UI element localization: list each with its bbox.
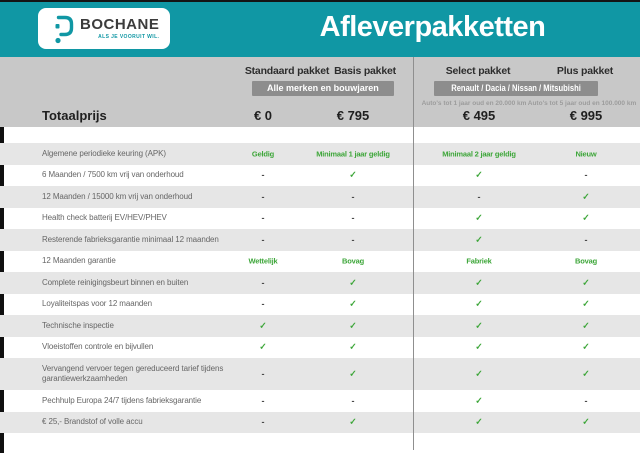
table-row — [0, 251, 640, 273]
standaard-value: Wettelijk — [248, 256, 278, 266]
select-value: ✓ — [475, 416, 483, 427]
standaard-value: - — [261, 234, 265, 245]
plus-age-note: Auto's tot 5 jaar oud en 100.000 km — [527, 100, 637, 107]
table-row — [0, 315, 640, 337]
feature-label: 12 Maanden / 15000 km vrij van onderhoud — [42, 191, 193, 201]
logo-tagline: ALS JE VOORUIT WIL. — [98, 34, 160, 40]
total-price-standaard: € 0 — [253, 108, 273, 123]
page-title: Afleverpakketten — [319, 11, 546, 43]
basis-value: - — [351, 191, 355, 202]
package-name-select: Select pakket — [445, 65, 511, 77]
total-price-select: € 495 — [462, 108, 496, 123]
feature-label: Algemene periodieke keuring (APK) — [42, 148, 166, 158]
total-price-basis: € 795 — [336, 108, 370, 123]
brands-badge-renault-group-text: Renault / Dacia / Nissan / Mitsubishi — [451, 83, 581, 94]
plus-value: ✓ — [582, 277, 590, 288]
plus-value: ✓ — [582, 191, 590, 202]
table-row — [0, 229, 640, 251]
page-top-border — [0, 0, 640, 2]
plus-value: Nieuw — [575, 149, 597, 159]
plus-value: - — [584, 395, 588, 406]
packages-header — [0, 57, 640, 127]
standaard-value: Geldig — [251, 149, 275, 159]
plus-value: - — [584, 234, 588, 245]
standaard-value: - — [261, 213, 265, 224]
basis-value: ✓ — [349, 368, 357, 379]
standaard-value: - — [261, 299, 265, 310]
standaard-value: - — [261, 395, 265, 406]
standaard-value: - — [261, 170, 265, 181]
plus-value: - — [584, 170, 588, 181]
feature-label: 12 Maanden garantie — [42, 256, 116, 266]
select-value: Minimaal 2 jaar geldig — [442, 149, 516, 159]
select-value: ✓ — [475, 395, 483, 406]
feature-label: € 25,- Brandstof of volle accu — [42, 417, 143, 427]
plus-value: ✓ — [582, 212, 590, 223]
select-value: ✓ — [475, 320, 483, 331]
plus-value: ✓ — [582, 320, 590, 331]
basis-value: ✓ — [349, 298, 357, 309]
basis-value: ✓ — [349, 416, 357, 427]
standaard-value: ✓ — [259, 341, 267, 352]
feature-label: Health check batterij EV/HEV/PHEV — [42, 213, 167, 223]
basis-value: ✓ — [349, 277, 357, 288]
basis-value: ✓ — [349, 341, 357, 352]
select-value: ✓ — [475, 277, 483, 288]
table-row — [0, 390, 640, 412]
plus-value: Bovag — [575, 256, 597, 266]
brands-badge-all-text: Alle merken en bouwjaren — [267, 83, 379, 94]
table-row — [0, 358, 640, 390]
select-value: ✓ — [475, 341, 483, 352]
select-value: ✓ — [475, 234, 483, 245]
total-price-label: Totaalprijs — [42, 108, 107, 123]
feature-label: Resterende fabrieksgarantie minimaal 12 maanden — [42, 234, 219, 244]
table-row — [0, 165, 640, 187]
select-value: Fabriek — [466, 256, 492, 266]
brands-badge-renault-group — [434, 81, 598, 96]
basis-value: ✓ — [349, 169, 357, 180]
select-age-note: Auto's tot 1 jaar oud en 20.000 km — [421, 100, 527, 107]
standaard-value: - — [261, 369, 265, 379]
standaard-value: - — [261, 417, 265, 428]
basis-value: ✓ — [349, 320, 357, 331]
header-banner — [0, 0, 640, 57]
total-price-plus: € 995 — [569, 108, 603, 123]
select-value: ✓ — [475, 368, 483, 379]
plus-value: ✓ — [582, 298, 590, 309]
standaard-value: - — [261, 277, 265, 288]
package-name-plus: Plus pakket — [556, 65, 614, 77]
feature-label: 6 Maanden / 7500 km vrij van onderhoud — [42, 170, 184, 180]
table-row — [0, 143, 640, 165]
feature-label: Pechhulp Europa 24/7 tijdens fabrieksgarantie — [42, 395, 202, 405]
feature-label: Vervangend vervoer tegen gereduceerd tarief tijdens garantiewerkzaamheden — [42, 363, 224, 383]
package-name-basis: Basis pakket — [334, 65, 396, 77]
plus-value: ✓ — [582, 341, 590, 352]
select-value: - — [477, 191, 481, 202]
logo-text — [80, 17, 159, 40]
feature-label: Vloeistoffen controle en bijvullen — [42, 342, 154, 352]
feature-label: Complete reinigingsbeurt binnen en buiten — [42, 277, 189, 287]
table-row — [0, 337, 640, 359]
bochane-logo-icon — [52, 13, 76, 45]
package-name-standaard: Standaard pakket — [244, 65, 330, 77]
select-value: ✓ — [475, 298, 483, 309]
comparison-table — [0, 143, 640, 433]
group-divider-line — [413, 57, 414, 450]
basis-value: Bovag — [342, 256, 364, 266]
logo-brand-text: BOCHANE — [80, 16, 160, 33]
standaard-value: - — [261, 191, 265, 202]
table-row — [0, 412, 640, 434]
select-value: ✓ — [475, 212, 483, 223]
plus-value: ✓ — [582, 416, 590, 427]
feature-label: Technische inspectie — [42, 320, 114, 330]
table-row — [0, 208, 640, 230]
basis-value: - — [351, 234, 355, 245]
table-row — [0, 294, 640, 316]
table-row — [0, 272, 640, 294]
brands-badge-all — [252, 81, 394, 96]
table-row — [0, 186, 640, 208]
select-value: ✓ — [475, 169, 483, 180]
plus-value: ✓ — [582, 368, 590, 379]
basis-value: Minimaal 1 jaar geldig — [316, 149, 390, 159]
feature-label: Loyaliteitspas voor 12 maanden — [42, 299, 152, 309]
basis-value: - — [351, 213, 355, 224]
bochane-logo — [38, 8, 170, 49]
basis-value: - — [351, 395, 355, 406]
standaard-value: ✓ — [259, 320, 267, 331]
